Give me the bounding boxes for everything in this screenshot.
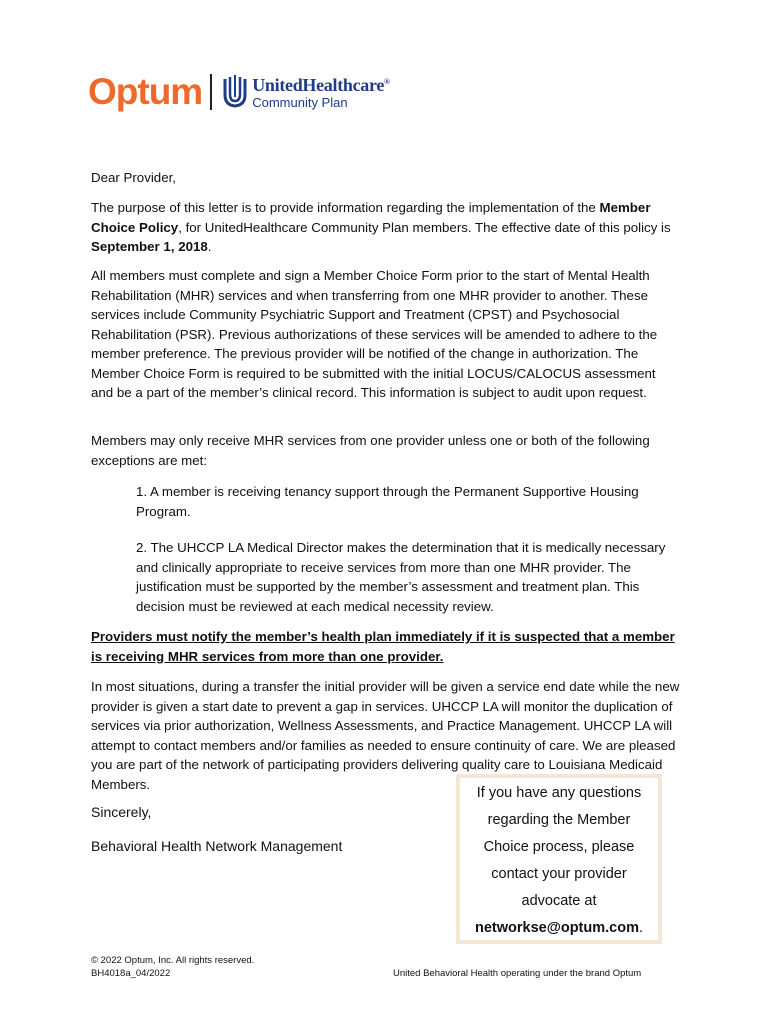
- logo-divider: [210, 74, 212, 110]
- document-code: BH4018a_04/2022: [91, 968, 171, 979]
- requirements-paragraph: All members must complete and sign a Member Choice Form prior to the start of Mental Health Rehabilitation (MHR) services and when transferring from one MHR provider to another. These services include Community Psychiatric Support and Treatment (CPST) and Psychosocial Rehabilitation (PSR). Previous authorizations of these services will be amended to adhere to the member preference. The previous provider will be notified of the change in authorization. The Member Choice Form is required to be submitted with the initial LOCUS/CALOCUS assessment and be a part of the member’s clinical record. This information is subject to audit upon request.: [91, 268, 658, 400]
- effective-date: September 1, 2018: [91, 239, 208, 254]
- callout-email-line: networkse@optum.com.: [474, 920, 644, 936]
- policy-name: Member Choice Policy: [91, 200, 651, 235]
- uhc-u-icon: [222, 75, 248, 109]
- contact-email-link[interactable]: networkse@optum.com: [474, 920, 639, 936]
- uhc-name: UnitedHealthcare®: [252, 74, 390, 95]
- callout-line-2: regarding the Member: [487, 812, 631, 828]
- callout-line-4: contact your provider: [491, 866, 627, 882]
- uhc-logo-text: [252, 76, 390, 109]
- callout-line-3: Choice process, please: [483, 839, 635, 855]
- uhc-subtitle: Community Plan: [252, 94, 348, 110]
- brand-note: United Behavioral Health operating under the brand Optum: [393, 968, 642, 979]
- exception-item-2: 2. The UHCCP LA Medical Director makes the determination that it is medically necessary and clinically appropriate to receive services from more than one MHR provider. The justification must be supported by the member’s assessment and treatment plan. This decision must be reviewed at each medical necessity review.: [136, 540, 666, 614]
- letterhead-logos: [88, 70, 390, 114]
- closing: Sincerely,: [91, 804, 152, 820]
- intro-paragraph: The purpose of this letter is to provide information regarding the implementation of the Member Choice Policy, for UnitedHealthcare Community Plan members. The effective date of this policy is September 1, 2018.: [91, 200, 671, 254]
- footer-copyright-block: [91, 954, 254, 980]
- transfer-paragraph: In most situations, during a transfer the initial provider will be given a service end date while the new provider is given a start date to prevent a gap in services. UHCCP LA will monitor the duplication of services via prior authorization, Wellness Assessments, and Practice Management. UHCCP LA will attempt to contact members and/or families as needed to ensure continuity of care. We are pleased you are part of the network of participating providers delivering quality care to Louisiana Medicaid Members.: [91, 679, 680, 792]
- exception-item-1: 1. A member is receiving tenancy support through the Permanent Supportive Housing Program.: [136, 484, 639, 519]
- callout-line-5: advocate at: [521, 893, 597, 909]
- optum-logo: Optum: [88, 71, 203, 112]
- notice-statement: Providers must notify the member’s health plan immediately if it is suspected that a member is receiving MHR services from more than one provider.: [91, 629, 675, 664]
- signature: Behavioral Health Network Management: [91, 838, 343, 854]
- copyright-text: © 2022 Optum, Inc. All rights reserved.: [91, 955, 255, 966]
- contact-callout-box: [456, 774, 662, 944]
- exceptions-intro: Members may only receive MHR services from one provider unless one or both of the following exceptions are met:: [91, 433, 650, 468]
- salutation: Dear Provider,: [91, 170, 176, 185]
- callout-line-1: If you have any questions: [476, 785, 642, 801]
